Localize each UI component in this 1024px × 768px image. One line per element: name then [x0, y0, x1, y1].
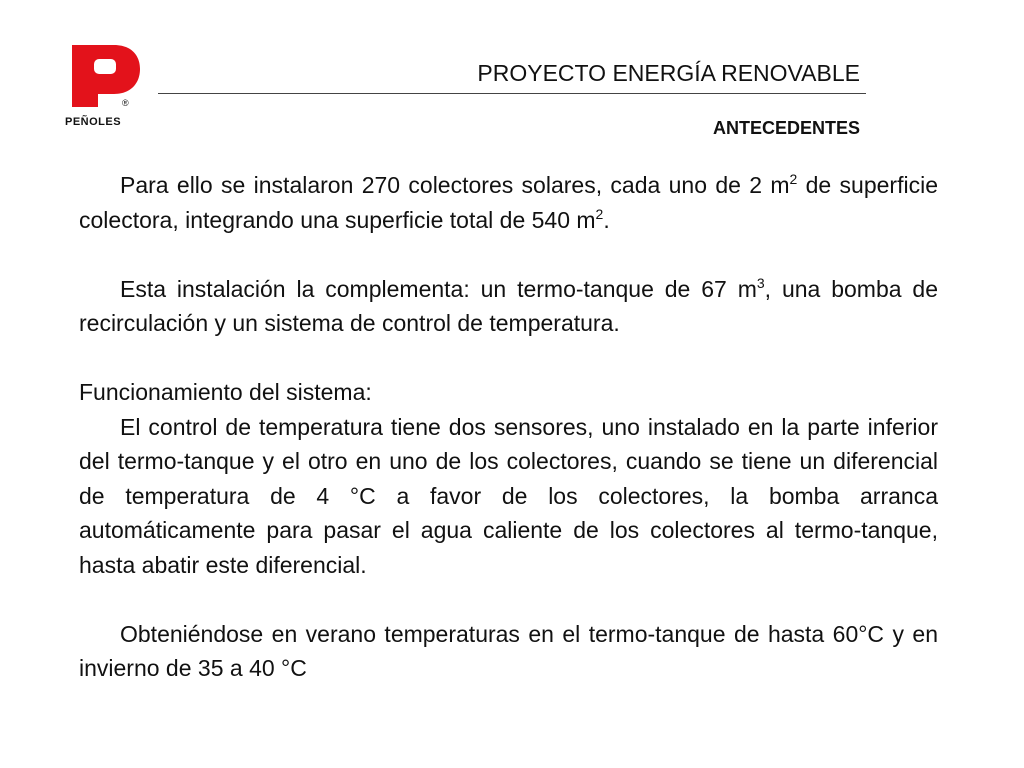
text-run: Para ello se instalaron 270 colectores solares, cada uno de 2 m — [120, 172, 790, 198]
brand-name: PEÑOLES — [65, 116, 122, 128]
text-run: de superficie colectora, integrando una superficie total de 540 m — [79, 172, 938, 233]
text-run: . — [603, 206, 610, 233]
text-run: , una bomba de recirculación y un sistema de control de temperatura. — [79, 275, 939, 336]
header-divider — [158, 93, 866, 94]
paragraph-control: El control de temperatura tiene dos sensores, uno instalado en la parte inferior del termo-tanque y el otro en uno de los colectores, cuando se tiene un diferencial de temperatura de 4 °C a favor de los colectores, la bomba arranca automáticamente para pasar el agua caliente de los colectores al termo-tanque, hasta abatir este diferencial. — [79, 413, 938, 578]
paragraph-temperaturas: Obteniéndose en verano temperaturas en el termo-tanque de hasta 60°C y en invierno de 35 a 40 °C — [79, 620, 938, 681]
paragraph-colectores — [79, 168, 938, 237]
paragraph-instalacion — [79, 272, 938, 341]
superscript: 3 — [756, 274, 765, 291]
superscript: 2 — [789, 171, 798, 187]
slide-body — [79, 168, 938, 686]
subheading-funcionamiento: Funcionamiento del sistema: — [79, 379, 372, 405]
penoles-p-logo-icon — [70, 42, 140, 110]
page-title: PROYECTO ENERGÍA RENOVABLE — [477, 60, 860, 86]
text-run: Esta instalación la complementa: un termo-tanque de 67 m — [120, 275, 757, 302]
spacer — [79, 582, 938, 617]
spacer — [79, 237, 938, 272]
section-title: ANTECEDENTES — [712, 118, 860, 138]
registered-mark: ® — [122, 98, 129, 108]
spacer — [79, 341, 938, 376]
superscript: 2 — [595, 205, 604, 222]
penoles-logo — [64, 42, 144, 132]
